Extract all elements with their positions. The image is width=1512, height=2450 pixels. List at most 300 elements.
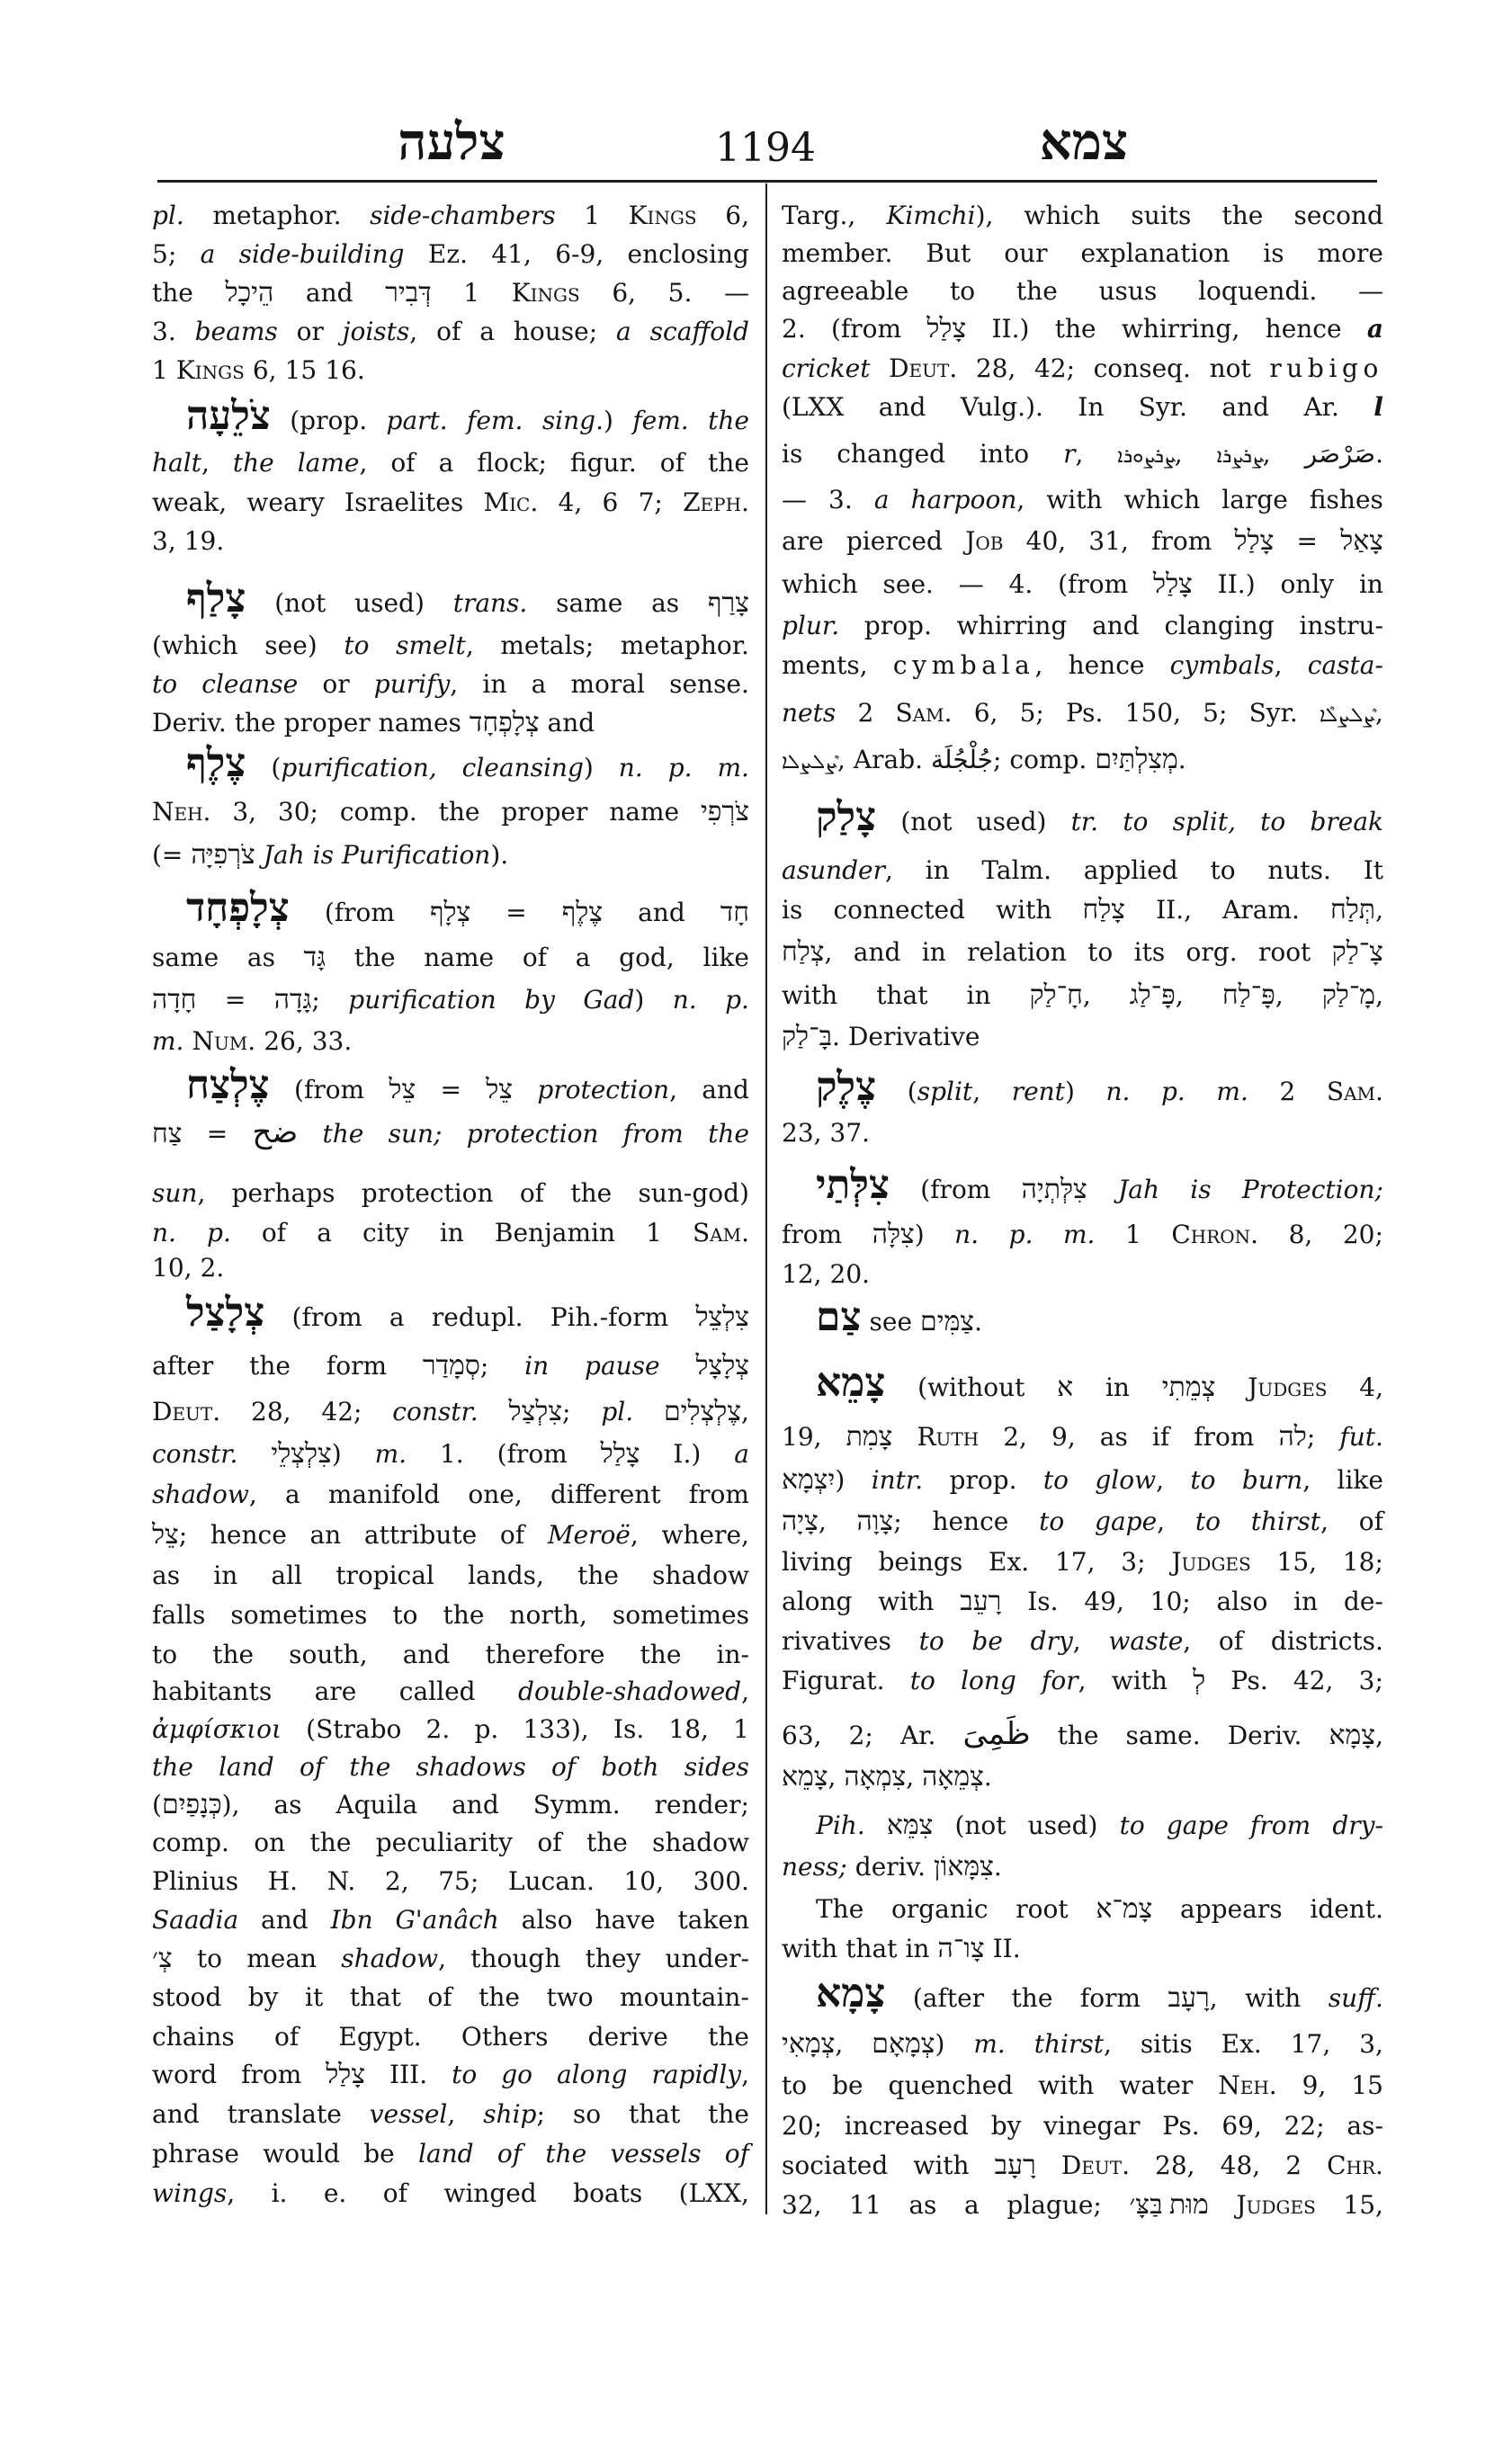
italic-text: Protection; [1241,1175,1383,1204]
word [782,196,855,236]
word [470,703,540,743]
word [326,2055,365,2095]
text: N. [327,1866,356,1896]
word [152,665,177,704]
word [271,748,436,788]
hebrew-word: צְמֵתִי [1161,1373,1216,1402]
text: of [659,448,685,478]
text: the [212,1640,255,1669]
word [879,388,926,427]
word [957,606,1068,646]
word [905,1929,929,1969]
word [889,349,957,389]
word [152,1022,183,1061]
italic-text: break [1310,807,1383,836]
word [1071,802,1098,842]
word [666,1939,749,1979]
word [483,2095,545,2134]
italic-text: to [909,1666,935,1695]
italic-text: m. [374,1439,407,1469]
word [974,693,998,733]
word [254,1823,285,1863]
word [616,312,631,352]
word [782,522,824,561]
word [573,2174,642,2213]
text: as [1099,1422,1128,1452]
word [782,1757,836,1797]
word [268,1862,298,1901]
text-line [152,1022,749,1061]
text: and [152,2099,200,2129]
word [1026,522,1067,561]
text: pierced [845,526,943,556]
text-line [782,480,1383,520]
bold-italic-text: a [1366,314,1383,344]
text: 23, [782,1118,822,1148]
text: comp. [152,1828,229,1857]
italic-text: constr. [392,1397,479,1426]
arabic-word: ظَمِىَ [962,1716,1031,1752]
word [724,273,749,313]
word [668,1710,709,1749]
word [385,273,432,313]
text-line [152,1435,749,1474]
text: taken [677,1905,749,1935]
text-line [152,1556,749,1596]
text-line [782,434,1383,474]
word [701,792,749,832]
headword: צְלָפְחָד [186,886,290,930]
headword: צֶלֶק [816,1065,877,1109]
word [1284,2106,1325,2146]
word [501,792,587,832]
word [708,1114,749,1154]
word [537,1070,677,1110]
text: metals; [500,630,595,660]
word [1055,1542,1096,1582]
text: 1 [152,355,168,385]
word [562,893,603,933]
text: therefore [485,1640,605,1669]
text: its [1133,937,1166,967]
word [201,235,216,274]
word [1058,1716,1099,1756]
word [1222,196,1264,236]
italic-text: thirst [1250,1507,1321,1536]
text: prop. [863,611,932,640]
word [908,1072,980,1112]
hebrew-word: צִלָּה [872,1220,915,1249]
text: (from [324,898,395,927]
text: ; [311,985,320,1015]
text: (prop. [290,406,368,435]
word [344,626,369,666]
text: 63, [782,1721,822,1750]
word [362,1213,409,1253]
word [966,976,990,1015]
text: instru- [1299,611,1383,640]
text: 10, [152,1253,192,1283]
text: perhaps [231,1178,336,1208]
text: 1. [439,1439,464,1469]
text: of [382,2178,407,2208]
word [1303,388,1338,427]
text: (= [152,840,183,870]
text: 15 [1351,2070,1383,2100]
word [854,740,923,780]
text: 2; [848,1721,873,1750]
italic-text: to [1260,807,1286,836]
text: proper [283,708,371,738]
hebrew-word: צְלַח [782,937,825,967]
word [520,1174,544,1213]
text: , [837,745,845,774]
text: large [1221,485,1288,514]
bold-italic-text: l [1373,392,1383,422]
hebrew-word: צָמָא [1329,1721,1376,1750]
text: from [1151,526,1212,556]
word [152,1213,176,1253]
text-line [782,1661,1383,1701]
italic-text: is [312,840,334,870]
text: boats [573,2178,643,2208]
word [546,1978,593,2017]
italic-text: to [1123,807,1149,836]
text-line [152,1635,749,1675]
text: from [782,1220,843,1249]
text: water [1119,2070,1194,2100]
word [350,1978,401,2017]
word [613,1596,749,1635]
text: org. [1185,937,1238,967]
word [1190,1461,1215,1500]
word [467,401,523,441]
hebrew-word: צְלָצָל [695,1351,749,1381]
headword: צֹלֵעָה [186,394,271,438]
text: ), [975,201,994,230]
text: second [1293,201,1383,230]
word [152,443,210,483]
text: ) [583,753,594,782]
word [298,443,368,483]
word [1277,1542,1318,1582]
text: III. [389,2060,428,2089]
word [432,1298,523,1337]
word [1294,196,1383,236]
word [336,1785,417,1825]
word [1242,1170,1383,1210]
text: in [482,669,507,699]
syriac-word: ܨܪܨܘܪܐ [1117,445,1175,468]
word [152,1785,240,1825]
text: , [669,1075,677,1104]
text: in [921,937,946,967]
italic-text: thirst [1033,2029,1104,2059]
text: they [585,1944,641,1973]
text: and [638,898,685,927]
text: Aram. [1222,895,1300,925]
text: of [390,448,416,478]
italic-text: Jah [1118,1175,1159,1204]
text: ) [914,1220,925,1249]
word [176,351,245,390]
word [285,351,318,390]
text: increased [844,2111,969,2141]
word [864,606,932,646]
word [628,235,749,274]
word [479,1978,520,2017]
word [1289,1215,1313,1255]
word [426,1710,451,1749]
word [1095,1502,1165,1542]
text: conseq. [1093,353,1191,383]
text: an [309,1520,342,1550]
italic-text: the [349,1752,391,1782]
text: 12, [782,1259,822,1289]
word [1022,1170,1087,1210]
word [1171,1215,1258,1255]
text-line [152,1248,749,1288]
text: 18; [1342,1547,1383,1577]
word [197,1939,222,1979]
word [152,1635,177,1675]
word [1248,1368,1327,1408]
italic-text: land [417,2139,474,2168]
word [239,235,405,274]
italic-text: rent [1011,1077,1065,1106]
word [264,836,305,875]
word [309,1516,341,1555]
word [1260,802,1285,842]
word [1124,480,1201,520]
small-caps-reference: Sam. [1326,1077,1383,1106]
text: a [531,669,547,699]
text: H. [267,1866,299,1896]
text: ) [1064,1077,1075,1106]
text: = [206,1119,228,1149]
word [284,703,371,743]
text-line [152,1346,749,1386]
word [833,890,965,930]
text-line [152,2174,749,2213]
italic-text: shadows [416,1752,526,1782]
text-line [782,2186,1383,2225]
word [926,309,966,349]
word [913,2146,969,2186]
page-number: 1194 [715,125,816,171]
italic-text: by [524,985,555,1015]
text: by [247,1982,279,2012]
small-caps-reference: Kings [511,278,580,308]
word [461,2017,549,2057]
text: , [1209,1983,1218,2013]
italic-text: Meroë [547,1520,631,1550]
text: word [152,2060,218,2089]
text: (LXX [782,392,845,422]
text: ) [604,406,613,435]
word [341,1939,446,1979]
word [443,2174,536,2213]
word [677,1900,749,1940]
text: , [1016,485,1025,514]
word [845,1929,897,1969]
italic-text: Pih. [816,1811,865,1840]
text: de- [1343,1587,1383,1616]
text: 5; [152,239,177,269]
word [389,1070,416,1110]
text: which [1123,485,1201,514]
italic-text: to [1190,1465,1216,1495]
word [995,2146,1036,2186]
spaced-text: rubigo [1269,353,1383,383]
italic-text: casta- [1307,650,1383,680]
word [900,1716,935,1756]
word [920,1170,990,1210]
word [1346,2106,1383,2146]
text: 2. [200,1253,225,1283]
text-line [152,522,749,561]
word [1267,851,1331,890]
text: p. [474,1714,499,1744]
word [252,1114,298,1154]
word [152,2017,235,2057]
word [673,1435,701,1474]
word [186,886,290,933]
word [883,565,934,604]
word [782,740,845,780]
text: ) [935,2029,945,2059]
word [981,851,1051,890]
text: 31, [1088,526,1129,556]
word [328,1475,440,1515]
word [1351,2066,1383,2106]
word [551,1748,576,1787]
text: weak, [152,487,228,517]
text: loquendi. [1198,276,1318,306]
text: in [1358,569,1383,599]
word [1016,272,1058,311]
word [1171,1542,1250,1582]
small-caps-reference: Judges [1171,1547,1251,1577]
text: Syr. [1248,698,1298,728]
text: 15, [1276,1547,1318,1577]
headword: צָלַף [186,577,246,621]
text: the [249,1351,291,1381]
italic-text: harpoon [910,485,1017,514]
word [1119,2066,1193,2106]
text: and [878,392,926,422]
word [689,1475,749,1515]
word [1221,2146,1261,2186]
word [832,2066,863,2106]
text: 10; [1150,1587,1191,1616]
italic-text: split, [1172,807,1236,836]
text: In [1078,392,1105,422]
italic-text: of [497,2139,523,2168]
text: Derivative [847,1022,980,1051]
italic-text: Saadia [152,1905,239,1935]
text: of [519,1178,545,1208]
word [524,1346,549,1386]
text: prop. [949,1465,1017,1495]
entry-first-line [782,1163,1383,1210]
small-caps-reference: Mic. [483,487,539,517]
word [1320,693,1383,733]
hebrew-word: צֶלְצְלִים [663,1397,742,1426]
word [660,443,684,483]
word [1031,1622,1081,1661]
small-caps-reference: Ruth [917,1422,980,1452]
text: used) [1027,1811,1098,1840]
word [152,1710,282,1749]
text-line [782,1417,1383,1457]
italic-text: is [1190,1175,1212,1204]
text: (not [274,588,327,618]
text: render; [654,1790,749,1820]
text: 2 [857,698,874,728]
word [922,933,946,972]
text: the [443,1600,485,1630]
word [1084,1582,1124,1622]
text: ; [893,1507,902,1536]
italic-text: m. [717,753,749,782]
text: comp. [339,797,417,827]
hebrew-word: פָּ־לַג [1129,980,1176,1010]
text: the [1054,314,1096,344]
italic-text: the [708,1119,749,1149]
text: Targ., [782,201,856,230]
entry-first-line [782,1972,1383,2018]
word [306,1710,401,1749]
word [336,1556,434,1596]
word [1152,1417,1169,1457]
text-line [782,1502,1383,1542]
word [1030,976,1091,1015]
text: with [782,980,838,1010]
word [1322,976,1383,1015]
text: as [273,1790,302,1820]
word [389,1114,443,1154]
word [991,309,1029,349]
text: ) [634,985,645,1015]
text: into [980,439,1030,469]
word [548,1516,639,1555]
hebrew-word: חָדָה [152,985,197,1015]
text: 28, [251,1397,291,1426]
word [518,1672,749,1712]
word [474,1710,498,1749]
text: stood [152,1982,222,2012]
text: member. [782,238,893,268]
text: 40, [1025,526,1067,556]
text: 8, [1288,1220,1313,1249]
word [152,1475,257,1515]
hebrew-word: צָוָה [856,1507,894,1536]
word [325,351,365,390]
word [542,401,613,441]
text-line [152,483,749,523]
hebrew-word: צָמ־א [1096,1894,1153,1924]
word [315,1672,357,1712]
word [416,1748,526,1787]
text: ; [562,1397,571,1426]
text: — [782,485,807,514]
word [1338,1461,1383,1500]
italic-text: pause [585,1351,660,1381]
text: is [1263,238,1284,268]
text: 5; [1203,698,1228,728]
text: not [1209,353,1251,383]
